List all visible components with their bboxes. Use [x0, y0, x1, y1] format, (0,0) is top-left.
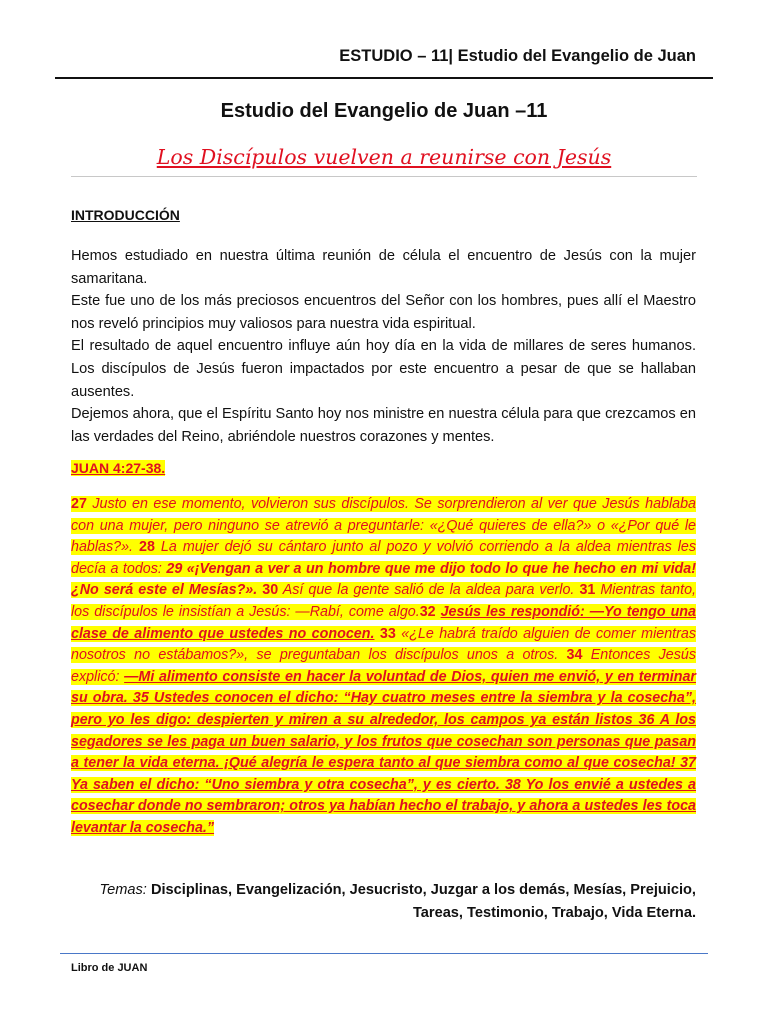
running-header: ESTUDIO – 11| Estudio del Evangelio de Juan [339, 47, 696, 65]
scripture-passage-highlight [71, 496, 696, 836]
verse-text: «¿Le habrá traído alguien de comer mientras nosotros no estábamos?», se preguntaban los discípulos unos a otros. [71, 625, 696, 664]
topics-value: Disciplinas, Evangelización, Jesucristo, Juzgar a los demás, Mesías, Prejuicio, Tareas, Testimonio, Trabajo, Vida Eterna. [150, 882, 696, 921]
topics-line [71, 879, 696, 925]
page-subtitle: Los Discípulos vuelven a reunirse con Jesús [156, 145, 612, 169]
verse-number: 28 [139, 539, 155, 556]
page-title: Estudio del Evangelio de Juan –11 [220, 100, 548, 122]
verse-text-bold: 29 «¡Vengan a ver a un hombre que me dijo todo lo que he hecho en mi vida! ¿No será este el Mesías?». [71, 560, 697, 599]
verse-text: La mujer dejó su cántaro junto al pozo y volvió corriendo a la aldea mientras les decía a todos: [71, 539, 696, 577]
intro-paragraph: Este fue uno de los más preciosos encuentros del Señor con los hombres, pues allí el Maestro nos reveló principios muy valiosos para nuestra vida espiritual. [71, 293, 696, 332]
verse-number: 32 [419, 603, 436, 620]
footer-divider [60, 953, 708, 954]
verse-text: Entonces Jesús explicó: [71, 647, 696, 685]
topics-label: Temas: [99, 882, 147, 898]
verse-text: Así que la gente salió de la aldea para verlo. [278, 582, 580, 599]
verse-number: 27 [71, 496, 87, 512]
page-footer: Libro de JUAN [71, 962, 148, 974]
intro-paragraph: Hemos estudiado en nuestra última reunión de célula el encuentro de Jesús con la mujer samaritana. [71, 248, 696, 287]
introduction-body [71, 245, 696, 448]
verse-text-emphasis: —Mi alimento consiste en hacer la voluntad de Dios, quien me envió, y en terminar su obra. 35 Ustedes conocen el dicho: “Hay cuatro meses entre la siembra y la cosecha”, pero yo les digo: despierten y miren a su alrededor, los campos ya están listos 36 A los segadores se les paga un buen salario, y los frutos que cosechan son personas que pasan a tener la vida eterna. ¡Qué alegría le espera tanto al que siembra como al que cosecha! 37 Ya saben el dicho: “Uno siembra y otra cosecha”, y es cierto. 38 Yo los envié a ustedes a cosechar donde no sembraron; otros ya habían hecho el trabajo, y ahora a ustedes les toca levantar la cosecha.” [71, 668, 696, 836]
subtitle-divider [71, 176, 697, 177]
verse-text: Mientras tanto, los discípulos le insistían a Jesús: —Rabí, come algo. [71, 582, 697, 620]
verse-number: 31 [579, 582, 596, 599]
intro-paragraph: El resultado de aquel encuentro influye aún hoy día en la vida de millares de seres humanos. Los discípulos de Jesús fueron impactados por este encuentro a pesar de que se hallaban ausentes. [71, 338, 696, 400]
scripture-passage [71, 494, 696, 840]
verse-number: 34 [566, 647, 583, 664]
introduction-heading: INTRODUCCIÓN [71, 207, 180, 223]
scripture-reference: JUAN 4:27-38. [71, 460, 166, 476]
verse-number: 30 [262, 582, 279, 599]
intro-paragraph: Dejemos ahora, que el Espíritu Santo hoy nos ministre en nuestra célula para que crezcamos en las verdades del Reino, abriéndole nuestros corazones y mentes. [71, 406, 696, 445]
verse-text-emphasis: Jesús les respondió: —Yo tengo una clase de alimento que ustedes no conocen. [71, 603, 696, 642]
verse-number: 33 [379, 625, 396, 642]
header-divider [55, 77, 713, 79]
verse-text: Justo en ese momento, volvieron sus discípulos. Se sorprendieron al ver que Jesús hablaba con una mujer, pero ninguno se atrevió a preguntarle: «¿Qué quieres de ella?» o «¿Por qué le hablas?». [71, 496, 696, 556]
